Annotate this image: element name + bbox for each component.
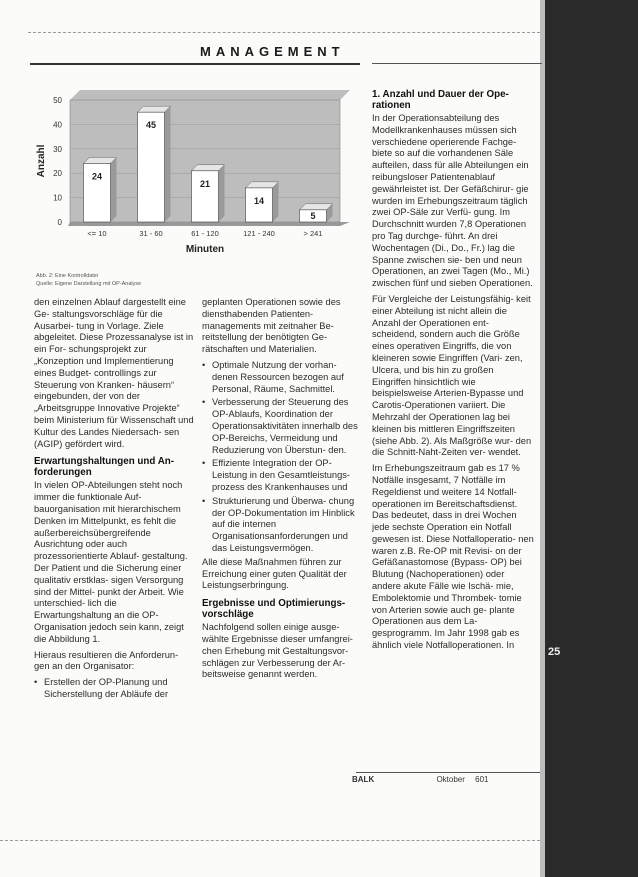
y-tick-label: 40 xyxy=(53,120,62,130)
y-tick-label: 0 xyxy=(57,218,62,227)
bar-top xyxy=(300,204,333,210)
figure-caption-line1: Abb. 2: Eine Kontrolldatei xyxy=(36,273,99,279)
mid-paragraph-1: geplanten Operationen sowie des diensthabenden Patienten- managements mit zeitnaher Be- reitstellung der benötigten Ge- rätschaften und Materialien. xyxy=(202,297,341,355)
bar-top xyxy=(138,106,171,112)
x-axis-label: Minuten xyxy=(185,244,225,255)
bar-value-label: 45 xyxy=(145,120,157,131)
header-rule xyxy=(30,63,360,65)
x-tick-label: 61 - 120 xyxy=(191,229,219,238)
left-bullet-list xyxy=(34,677,194,701)
bar-side xyxy=(111,157,117,222)
figure-caption-line2: Quelle: Eigene Darstellung mit OP-Analyse xyxy=(36,281,142,287)
mid-heading-results: Ergebnisse und Optimierungs- vorschläge xyxy=(202,598,346,621)
bar-top xyxy=(84,157,117,163)
column-right xyxy=(372,89,534,769)
x-tick-label: > 241 xyxy=(303,229,323,238)
book-spine xyxy=(545,0,638,877)
right-heading-count-duration: 1. Anzahl und Dauer der Ope- rationen xyxy=(372,89,509,111)
bar-top xyxy=(192,165,225,171)
figure-caption xyxy=(36,272,336,288)
bar-value-label: 5 xyxy=(310,211,316,221)
y-axis-label: Anzahl xyxy=(36,144,47,178)
mid-bullet-list xyxy=(202,360,360,555)
footer-issue: Oktober xyxy=(436,775,465,784)
bar-side xyxy=(219,165,225,222)
x-tick-label: 121 - 240 xyxy=(243,229,275,238)
x-tick-label: 31 - 60 xyxy=(139,229,163,238)
mid-bullet-3: • Effiziente Integration der OP- Leistung in den Gesamtleistungs- prozess des Krankenhauses und xyxy=(202,458,360,493)
duration-bar-chart xyxy=(30,82,360,272)
mid-paragraph-3: Nachfolgend sollen einige ausge- wählte Ergebnisse dieser umfangrei- chen Erhebung mit Gestaltungsvor- schlägen zur Verbesserung der Ar- beitsweise genannt werden. xyxy=(202,622,353,680)
chart-svg xyxy=(30,82,360,272)
y-tick-label: 20 xyxy=(53,169,62,179)
bar-top xyxy=(246,182,279,188)
y-tick-label: 30 xyxy=(53,144,62,154)
right-paragraph-1: In der Operationsabteilung des Modellkrankenhauses müssen sich verschiedene operierende Fachge- biete so auf die vorhandenen Säle aufteilen, dass für alle Abteilungen ein reibungsloser Patientenablauf gewährleistet ist. Der Gefäßchirur- gie wurden im Erhebungszeitraum täglich zwei OP-Säle zur Verfü- gung. Im Durchschnitt wurden 7,8 Operationen pro Tag durchge- führt. An drei Wochentagen (Di., Do., Fr.) lag die Spanne zwischen sie- ben und neun Operationen, an zwei Tagen (Mo., Mi.) zwischen fünf und sieben Operationen. xyxy=(372,113,533,289)
bar-side xyxy=(273,182,279,222)
y-tick-label: 10 xyxy=(53,193,62,203)
left-paragraph-3: Hieraus resultieren die Anforderun- gen an den Organisator: xyxy=(34,649,179,672)
left-paragraph-1: den einzelnen Ablauf dargestellt eine Ge- staltungsvorschläge für die Ausarbei- tung in Vorlage. Ziele abgeleitet. Diese Prozessanalyse ist in ein For- schungsprojekt zur „Konzeption und Implementierung eines Budget- controllings zur Steuerung von Kranken- häusern“ eingebunden, der von der „Arbeitsgruppe Innovative Projekte“ beim Ministerium für Wissenschaft und Kultur des Landes Niedersach- sen (AGIP) gefördert wird. xyxy=(34,297,194,449)
crop-mark-bottom xyxy=(0,840,540,841)
mid-bullet-4: • Strukturierung und Überwa- chung der OP-Dokumentation im Hinblick auf die internen Organisationsanforderungen und das Leistungsvermögen. xyxy=(202,496,360,555)
mid-bullet-2: • Verbesserung der Steuerung des OP-Ablaufs, Koordination der Operationsaktivitäten innerhalb des OP-Bereichs, Vermeidung und Reduzierung von Überstun- den. xyxy=(202,397,360,456)
bar-side xyxy=(165,106,171,222)
mid-paragraph-2: Alle diese Maßnahmen führen zur Erreichung einer guten Qualität der Leistungserbringung. xyxy=(202,556,347,591)
bar-value-label: 21 xyxy=(199,178,211,189)
column-middle xyxy=(202,297,360,757)
page-footer xyxy=(352,775,489,784)
right-paragraph-2: Für Vergleiche der Leistungsfähig- keit einer Abteilung ist nicht allein die Anzahl der Operationen ent- scheidend, sondern auch die Größe eines operativen Eingriffs, die von kleineren sowie Eingriffen (Vari- zen, Ulcera, und bis hin zu großen Eingriffen hinsichtlich wie beispielsweise Arterien-Bypasse und Carotis-Operationen variiert. Die Mehrzahl der Operationen lag bei kleinen bis mittleren Eingriffszeiten (siehe Abb. 2). Als Maßgröße wur- den die Schnitt-Naht-Zeiten ver- wendet. xyxy=(372,293,532,458)
bar-value-label: 14 xyxy=(253,195,265,206)
margin-page-number: 25 xyxy=(548,646,561,658)
mid-bullet-1: • Optimale Nutzung der vorhan- denen Ressourcen bezogen auf Personal, Räume, Sachmittel. xyxy=(202,360,360,395)
crop-mark-top xyxy=(28,32,540,33)
column-left xyxy=(34,297,194,757)
header-rule-right xyxy=(372,63,542,64)
footer-rule xyxy=(356,772,540,773)
y-tick-label: 50 xyxy=(53,96,62,105)
section-header: MANAGEMENT xyxy=(200,44,345,59)
bar-value-label: 24 xyxy=(91,171,103,182)
x-tick-label: <= 10 xyxy=(87,229,107,238)
footer-page: 601 xyxy=(475,775,489,784)
right-paragraph-3: Im Erhebungszeitraum gab es 17 % Notfälle insgesamt, 7 Notfälle im Regeldienst und weitere 14 Notfall- operationen im Bereitschaftsdienst. Das bedeutet, dass in drei Wochen jede sechste Operation ein Notfall gewesen ist. Diese Notfalloperatio- nen waren z.B. Re-OP mit Revisi- on der Gefäßanastomose (Bypass- OP) bei Blutung (Nachoperationen) oder andere akute Fälle wie Ischä- mie, Embolektomie und Thrombek- tomie von Arterien sowie auch ge- plante Operationen aus dem La- gesprogramm. Im Jahr 1998 gab es ähnlich viele Notfalloperationen. In xyxy=(372,463,534,651)
left-heading-expectations: Erwartungshaltungen und An- forderungen xyxy=(34,456,175,479)
left-paragraph-2: In vielen OP-Abteilungen steht noch immer die funktionale Auf- bauorganisation mit hierarchischem Denken im Mittelpunkt, es fehlt die außerbereichsübergreifende Ausrichtung oder auch prozessorientierte Ablauf- gestaltung. Der Patient und die Sicherung einer qualitativ erstklas- sigen Versorgung sind der Mittel- punkt der Arbeit. Wie unterschied- lich die Erwartungshaltung an die OP-Organisation jedoch sein kann, zeigt die Abbildung 1. xyxy=(34,480,188,644)
left-bullet-1: • Erstellen der OP-Planung und Sicherstellung der Abläufe der xyxy=(34,677,194,701)
footer-brand: BALK xyxy=(352,775,375,784)
chart-floor xyxy=(68,222,350,226)
